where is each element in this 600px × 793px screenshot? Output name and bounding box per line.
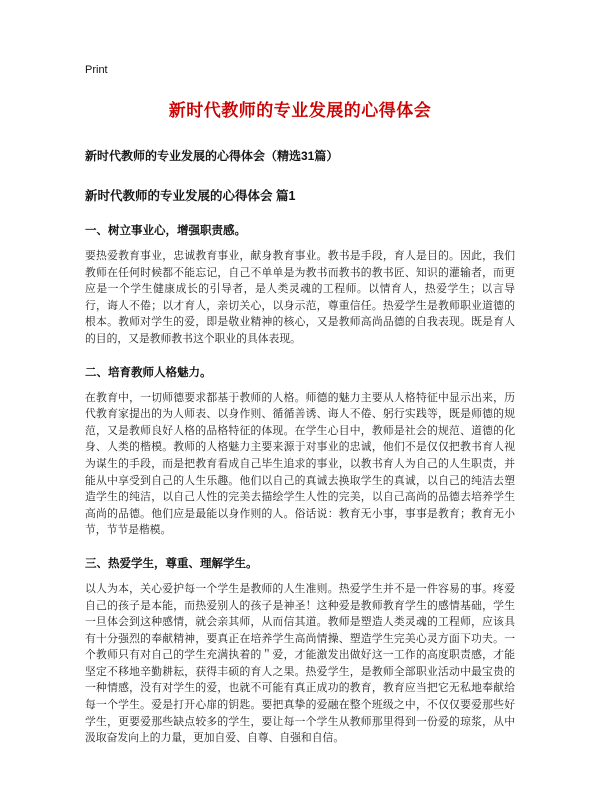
print-link[interactable]: Print: [85, 64, 108, 76]
page-title: 新时代教师的专业发展的心得体会: [168, 101, 432, 120]
section-heading: 二、培育教师人格魅力。: [85, 366, 212, 379]
article-heading: 新时代教师的专业发展的心得体会 篇1: [85, 189, 296, 203]
section-heading: 三、热爱学生，尊重、理解学生。: [85, 557, 258, 570]
section-paragraph: 以人为本，关心爱护每一个学生是教师的人生准则。热爱学生并不是一件容易的事。疼爱自己的孩子是本能，而热爱别人的孩子是神圣！这种爱是教师教育学生的感情基础，学生一旦体会到这种感情，就会亲其师，从而信其道。教师是塑造人类灵魂的工程师，应该具有十分强烈的奉献精神，要真正在培养学生高尚情操、塑造学生完美心灵方面下功夫。一个教师只有对自己的学生充满执着的＂爱，才能激发出做好这一工作的高度职责感，才能坚定不移地辛勤耕耘，获得丰硕的育人之果。热爱学生，是教师全部职业活动中最宝贵的一种情感，没有对学生的爱，也就不可能有真正成功的教育，教育应当把它无私地奉献给每一个学生。爱是打开心扉的钥匙。要把真挚的爱融在整个班级之中，不仅仅要爱那些好学生，更要爱那些缺点较多的学生，要让每一个学生从教师那里得到一份爱的琼浆，从中汲取奋发向上的力量，更加自爱、自尊、自强和自信。: [85, 582, 515, 745]
section-paragraph: 要热爱教育事业，忠诚教育事业，献身教育事业。教书是手段，育人是目的。因此，我们教师在任何时候都不能忘记，自己不单单是为教书而教书的教书匠、知识的灌输者，而更应是一个学生健康成长的引导者，是人类灵魂的工程师。以情育人，热爱学生；以言导行，诲人不倦；以才育人，亲切关心，以身示范，尊重信任。热爱学生是教师职业道德的根本。教师对学生的爱，即是敬业精神的核心，又是教师高尚品德的自我表现。既是育人的目的，又是教师教书这个职业的具体表现。: [85, 250, 515, 345]
page-subtitle: 新时代教师的专业发展的心得体会（精选31篇）: [85, 149, 339, 163]
section-1: [85, 222, 515, 348]
section-paragraph: 在教育中，一切师德要求都基于教师的人格。师德的魅力主要从人格特征中显示出来，历代教育家提出的为人师表、以身作则、循循善诱、诲人不倦、躬行实践等，既是师德的规范，又是教师良好人格的品格特征的体现。在学生心目中，教师是社会的规范、道德的化身、人类的楷模。教师的人格魅力主要来源于对事业的忠诚，他们不是仅仅把教书育人视为谋生的手段，而是把教育看成自己毕生追求的事业，以教书育人为自己的人生职责，并能从中享受到自己的人生乐趣。他们以自己的真诚去换取学生的真诚，以自己的纯洁去塑造学生的纯洁，以自己人性的完美去描绘学生人性的完美，以自己高尚的品德去培养学生高尚的品德。他们应是最能以身作则的人。俗话说：教育无小事，事事是教育；教育无小节，节节是楷模。: [85, 391, 515, 537]
section-3: [85, 555, 515, 747]
section-heading: 一、树立事业心，增强职责感。: [85, 225, 246, 237]
section-2: [85, 364, 515, 539]
